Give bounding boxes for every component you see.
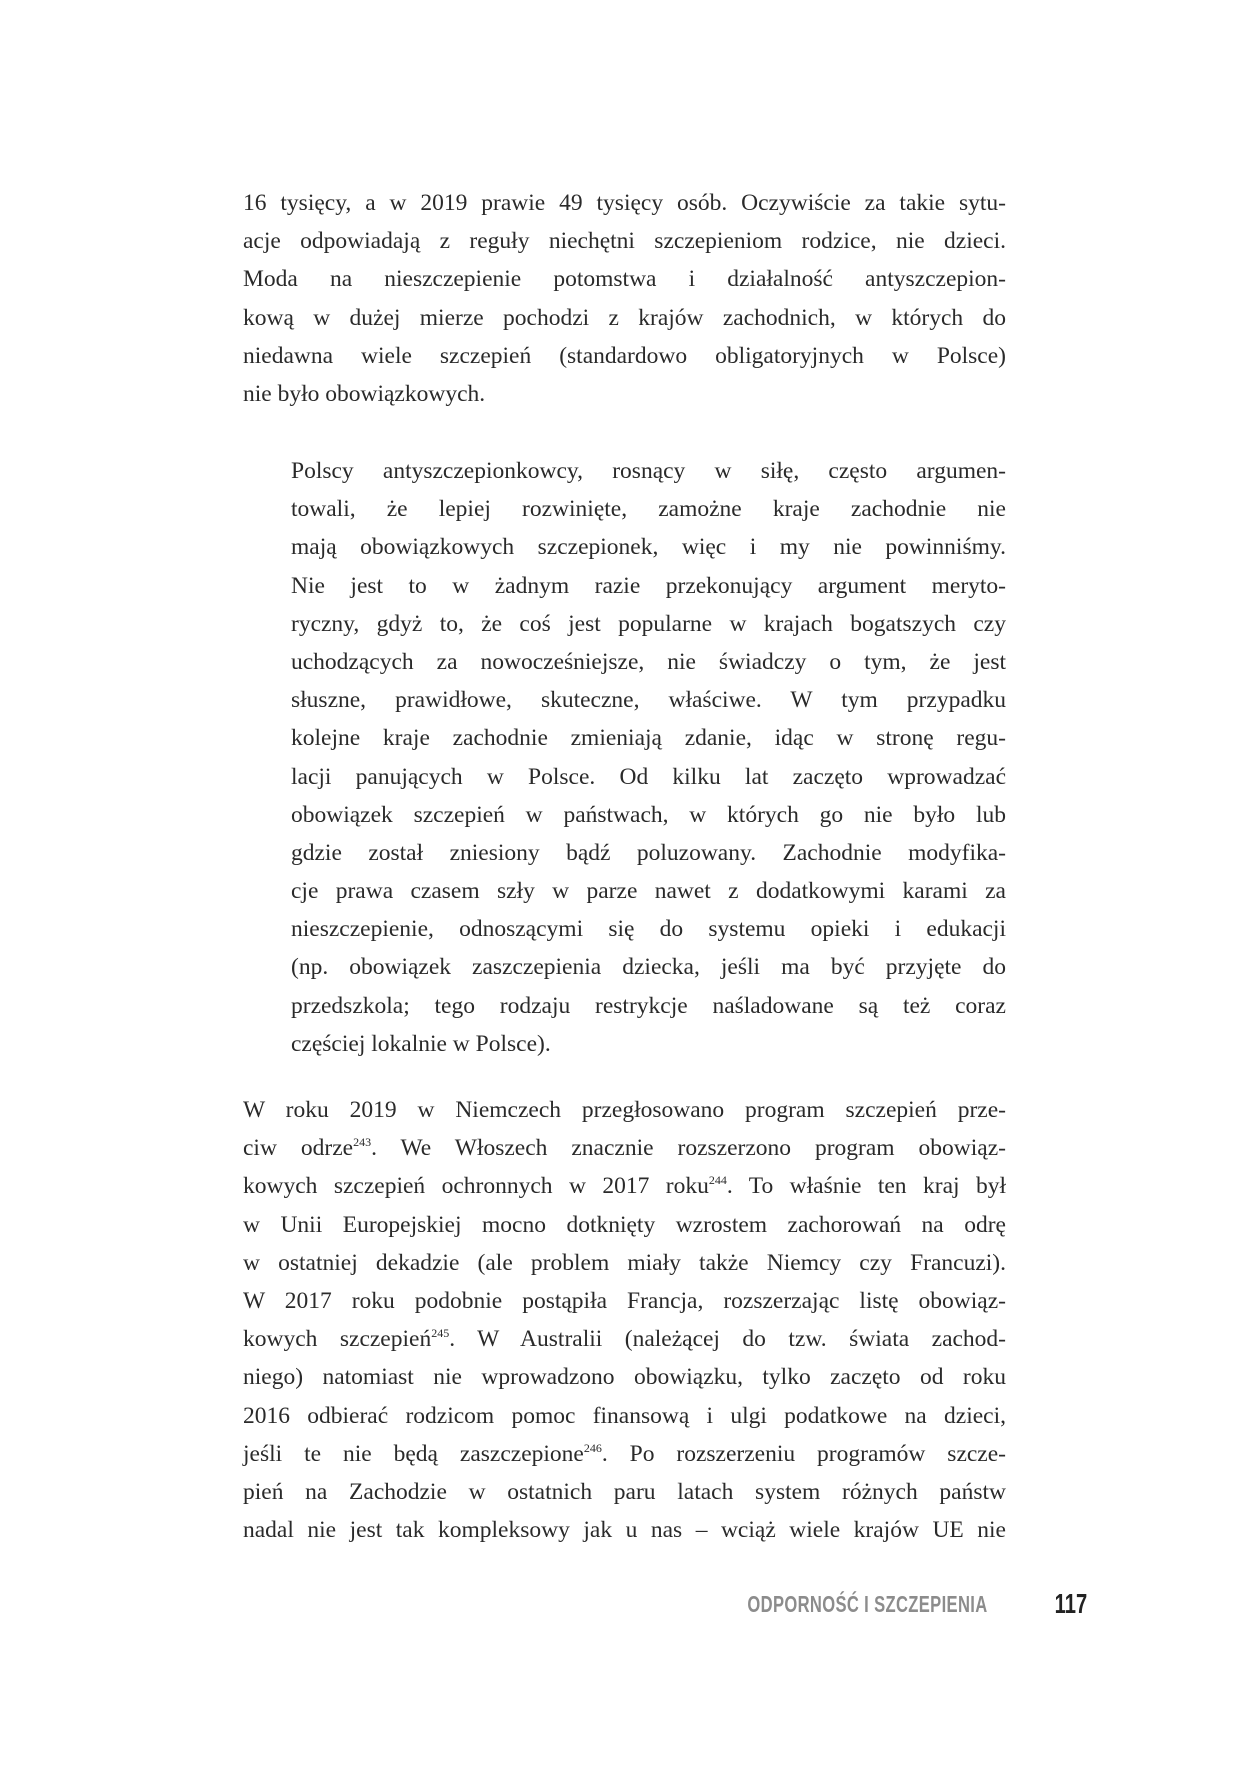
page-number: 117	[1054, 1588, 1087, 1619]
text-line: kowych szczepień ochronnych w 2017 roku$^{244}$. To właśnie ten kraj był	[243, 1173, 1006, 1200]
text-line: W 2017 roku podobnie postąpiła Francja, rozszerzając listę obowiąz-	[243, 1287, 1006, 1314]
quote-line: nieszczepienie, odnoszącymi się do systemu opieki i edukacji	[291, 916, 1006, 943]
page-footer	[0, 1588, 1249, 1631]
text-line: w ostatniej dekadzie (ale problem miały także Niemcy czy Francuzi).	[243, 1249, 1006, 1276]
footnote-ref[interactable]: 245	[431, 1326, 450, 1341]
body-paragraph-2	[243, 1091, 1006, 1549]
quote-line: towali, że lepiej rozwinięte, zamożne kraje zachodnie nie	[291, 496, 1006, 523]
text-line: jeśli te nie będą zaszczepione$^{246}$. Po rozszerzeniu programów szcze-	[243, 1440, 1006, 1467]
quote-line: Nie jest to w żadnym razie przekonujący argument meryto-	[291, 572, 1006, 599]
footnote-ref[interactable]: 246	[583, 1440, 602, 1455]
running-title: ODPORNOŚĆ I SZCZEPIENIA	[747, 1591, 988, 1617]
text-line: pień na Zachodzie w ostatnich paru latach system różnych państw	[243, 1478, 1006, 1505]
quote-line: przedszkola; tego rodzaju restrykcje naśladowane są też coraz	[291, 992, 1006, 1019]
text-line: w Unii Europejskiej mocno dotknięty wzrostem zachorowań na odrę	[243, 1211, 1006, 1238]
text-line: kową w dużej mierze pochodzi z krajów zachodnich, w których do	[243, 304, 1006, 331]
quote-line: częściej lokalnie w Polsce).	[291, 1030, 551, 1057]
text-line: niego) natomiast nie wprowadzono obowiązku, tylko zaczęto od roku	[243, 1364, 1006, 1391]
quote-line: (np. obowiązek zaszczepienia dziecka, jeśli ma być przyjęte do	[291, 954, 1006, 981]
text-line: nie było obowiązkowych.	[243, 380, 486, 407]
text-line: nadal nie jest tak kompleksowy jak u nas – wciąż wiele krajów UE nie	[243, 1517, 1006, 1544]
quote-line: kolejne kraje zachodnie zmieniają zdanie, idąc w stronę regu-	[291, 725, 1006, 752]
quote-line: lacji panujących w Polsce. Od kilku lat zaczęto wprowadzać	[291, 763, 1006, 790]
body-paragraph-1	[243, 184, 1006, 413]
text-line: Moda na nieszczepienie potomstwa i działalność antyszczepion-	[243, 266, 1006, 293]
text-line: ciw odrze$^{243}$. We Włoszech znacznie rozszerzono program obowiąz-	[243, 1135, 1006, 1162]
quote-line: słuszne, prawidłowe, skuteczne, właściwe. W tym przypadku	[291, 687, 1006, 714]
quote-line: gdzie został zniesiony bądź poluzowany. Zachodnie modyfika-	[291, 839, 1006, 866]
text-line: niedawna wiele szczepień (standardowo obligatoryjnych w Polsce)	[243, 342, 1006, 369]
quote-line: ryczny, gdyż to, że coś jest popularne w krajach bogatszych czy	[291, 610, 1006, 637]
quote-line: mają obowiązkowych szczepionek, więc i my nie powinniśmy.	[291, 534, 1006, 561]
quote-line: cje prawa czasem szły w parze nawet z dodatkowymi karami za	[291, 878, 1006, 905]
text-line: 16 tysięcy, a w 2019 prawie 49 tysięcy osób. Oczywiście za takie sytu-	[243, 190, 1006, 216]
block-quote	[291, 452, 1006, 1063]
text-line: kowych szczepień$^{245}$. W Australii (należącej do tzw. świata zachod-	[243, 1326, 1007, 1353]
footnote-ref[interactable]: 243	[353, 1135, 372, 1150]
text-line: 2016 odbierać rodzicom pomoc finansową i ulgi podatkowe na dzieci,	[243, 1402, 1006, 1429]
footnote-ref[interactable]: 244	[708, 1173, 727, 1188]
quote-line: Polscy antyszczepionkowcy, rosnący w siłę, często argumen-	[291, 458, 1006, 484]
quote-line: uchodzących za nowocześniejsze, nie świadczy o tym, że jest	[291, 648, 1006, 675]
quote-line: obowiązek szczepień w państwach, w których go nie było lub	[291, 801, 1006, 828]
text-line: W roku 2019 w Niemczech przegłosowano program szczepień prze-	[243, 1097, 1006, 1123]
text-line: acje odpowiadają z reguły niechętni szczepieniom rodzice, nie dzieci.	[243, 228, 1006, 255]
